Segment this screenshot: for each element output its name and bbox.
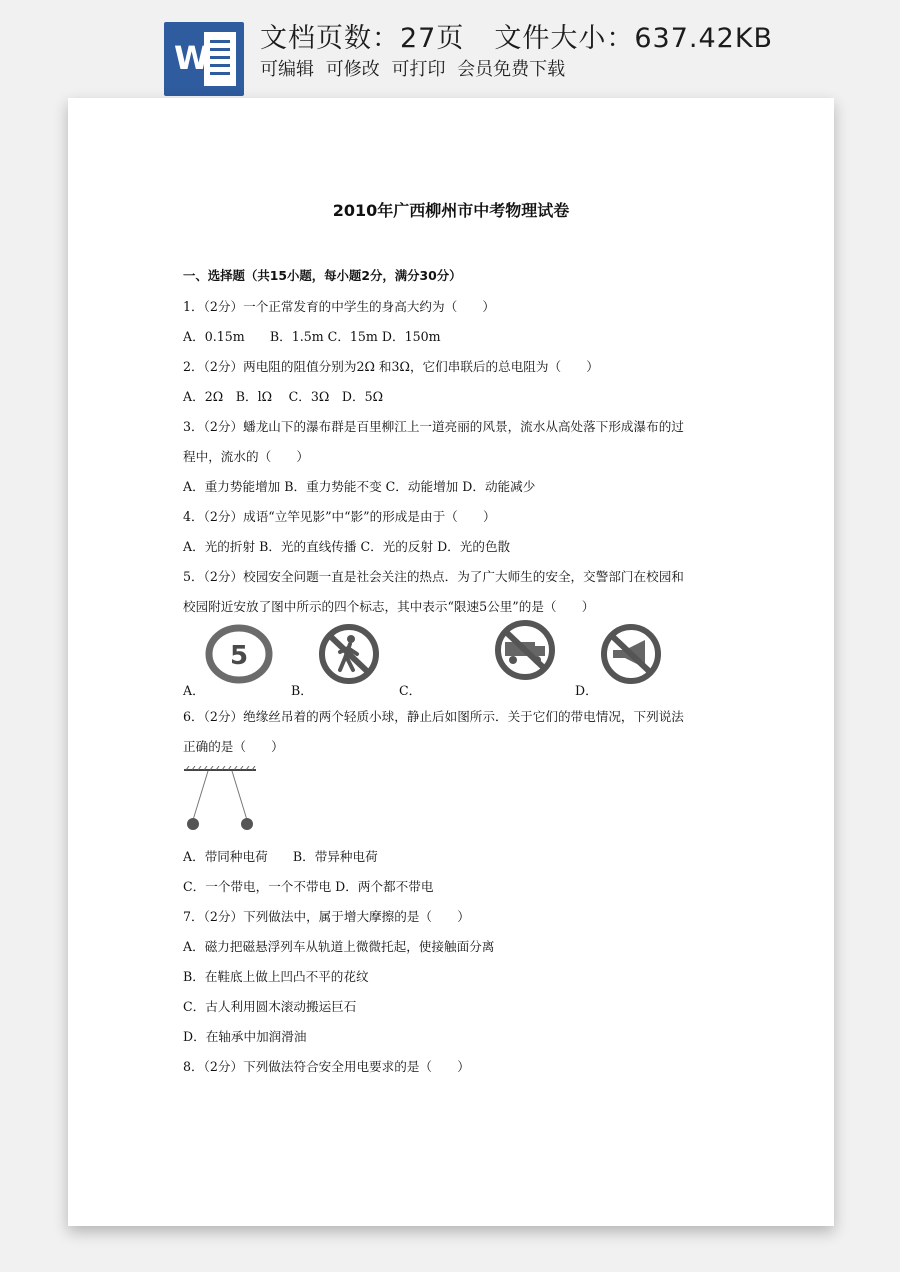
document-title: 2010年广西柳州市中考物理试卷 bbox=[332, 201, 570, 220]
no-pedestrian-sign-icon bbox=[315, 624, 383, 684]
question-8: 8．（2分）下列做法符合安全用电要求的是（ ） bbox=[183, 1059, 470, 1074]
page-count: 文档页数：27页 bbox=[260, 23, 465, 54]
speed-limit-value: 5 bbox=[229, 641, 249, 671]
question-3: 3．（2分）蟠龙山下的瀑布群是百里柳江上一道亮丽的风景，流水从高处落下形成瀑布的过 bbox=[183, 419, 684, 434]
document-page bbox=[68, 98, 834, 1226]
question-1-options: A．0.15m B．1.5m C．15m D．150m bbox=[183, 329, 441, 344]
no-trucks-sign-icon bbox=[491, 620, 559, 680]
question-3-options: A．重力势能增加 B．重力势能不变 C．动能增加 D．动能减少 bbox=[183, 479, 536, 494]
question-5-continued: 校园附近安放了图中所示的四个标志，其中表示“限速5公里”的是（ ） bbox=[183, 599, 595, 614]
question-7-option-d: D．在轴承中加润滑油 bbox=[183, 1029, 307, 1044]
section-heading: 一、选择题（共15小题，每小题2分，满分30分） bbox=[183, 268, 462, 283]
question-6-options-cd: C．一个带电，一个不带电 D．两个都不带电 bbox=[183, 879, 434, 894]
sign-option-b-label: B． bbox=[291, 683, 313, 698]
download-banner bbox=[0, 0, 900, 100]
question-4: 4．（2分）成语“立竿见影”中“影”的形成是由于（ ） bbox=[183, 509, 496, 524]
file-size: 文件大小：637.42KB bbox=[494, 23, 774, 54]
sign-option-a-label: A． bbox=[183, 683, 205, 698]
charged-balls-figure bbox=[182, 766, 262, 834]
no-honking-sign-icon bbox=[597, 624, 665, 684]
question-4-options: A．光的折射 B．光的直线传播 C．光的反射 D．光的色散 bbox=[183, 539, 511, 554]
word-document-icon: W bbox=[164, 22, 244, 96]
file-features: 可编辑 可修改 可打印 会员免费下载 bbox=[260, 59, 566, 80]
question-5-sign-options bbox=[183, 624, 703, 698]
question-7-option-c: C．古人利用圆木滚动搬运巨石 bbox=[183, 999, 357, 1014]
sign-option-d-label: D． bbox=[575, 683, 598, 698]
question-7-option-b: B．在鞋底上做上凹凸不平的花纹 bbox=[183, 969, 369, 984]
speed-limit-sign-icon bbox=[205, 624, 273, 684]
file-info bbox=[260, 16, 773, 55]
question-2: 2．（2分）两电阻的阻值分别为2Ω 和3Ω，它们串联后的总电阻为（ ） bbox=[183, 359, 599, 374]
question-6-options-ab: A．带同种电荷 B．带异种电荷 bbox=[183, 849, 378, 864]
sign-option-c-label: C． bbox=[399, 683, 422, 698]
question-7-option-a: A．磁力把磁悬浮列车从轨道上微微托起，使接触面分离 bbox=[183, 939, 495, 954]
question-7: 7．（2分）下列做法中，属于增大摩擦的是（ ） bbox=[183, 909, 470, 924]
question-3-continued: 程中，流水的（ ） bbox=[183, 449, 309, 464]
question-2-options: A．2Ω B．lΩ C．3Ω D．5Ω bbox=[183, 389, 384, 404]
question-5: 5．（2分）校园安全问题一直是社会关注的热点．为了广大师生的安全，交警部门在校园和 bbox=[183, 569, 684, 584]
question-1: 1．（2分）一个正常发育的中学生的身高大约为（ ） bbox=[183, 299, 495, 314]
question-6-continued: 正确的是（ ） bbox=[183, 739, 284, 754]
question-6: 6．（2分）绝缘丝吊着的两个轻质小球，静止后如图所示．关于它们的带电情况，下列说法 bbox=[183, 709, 684, 724]
